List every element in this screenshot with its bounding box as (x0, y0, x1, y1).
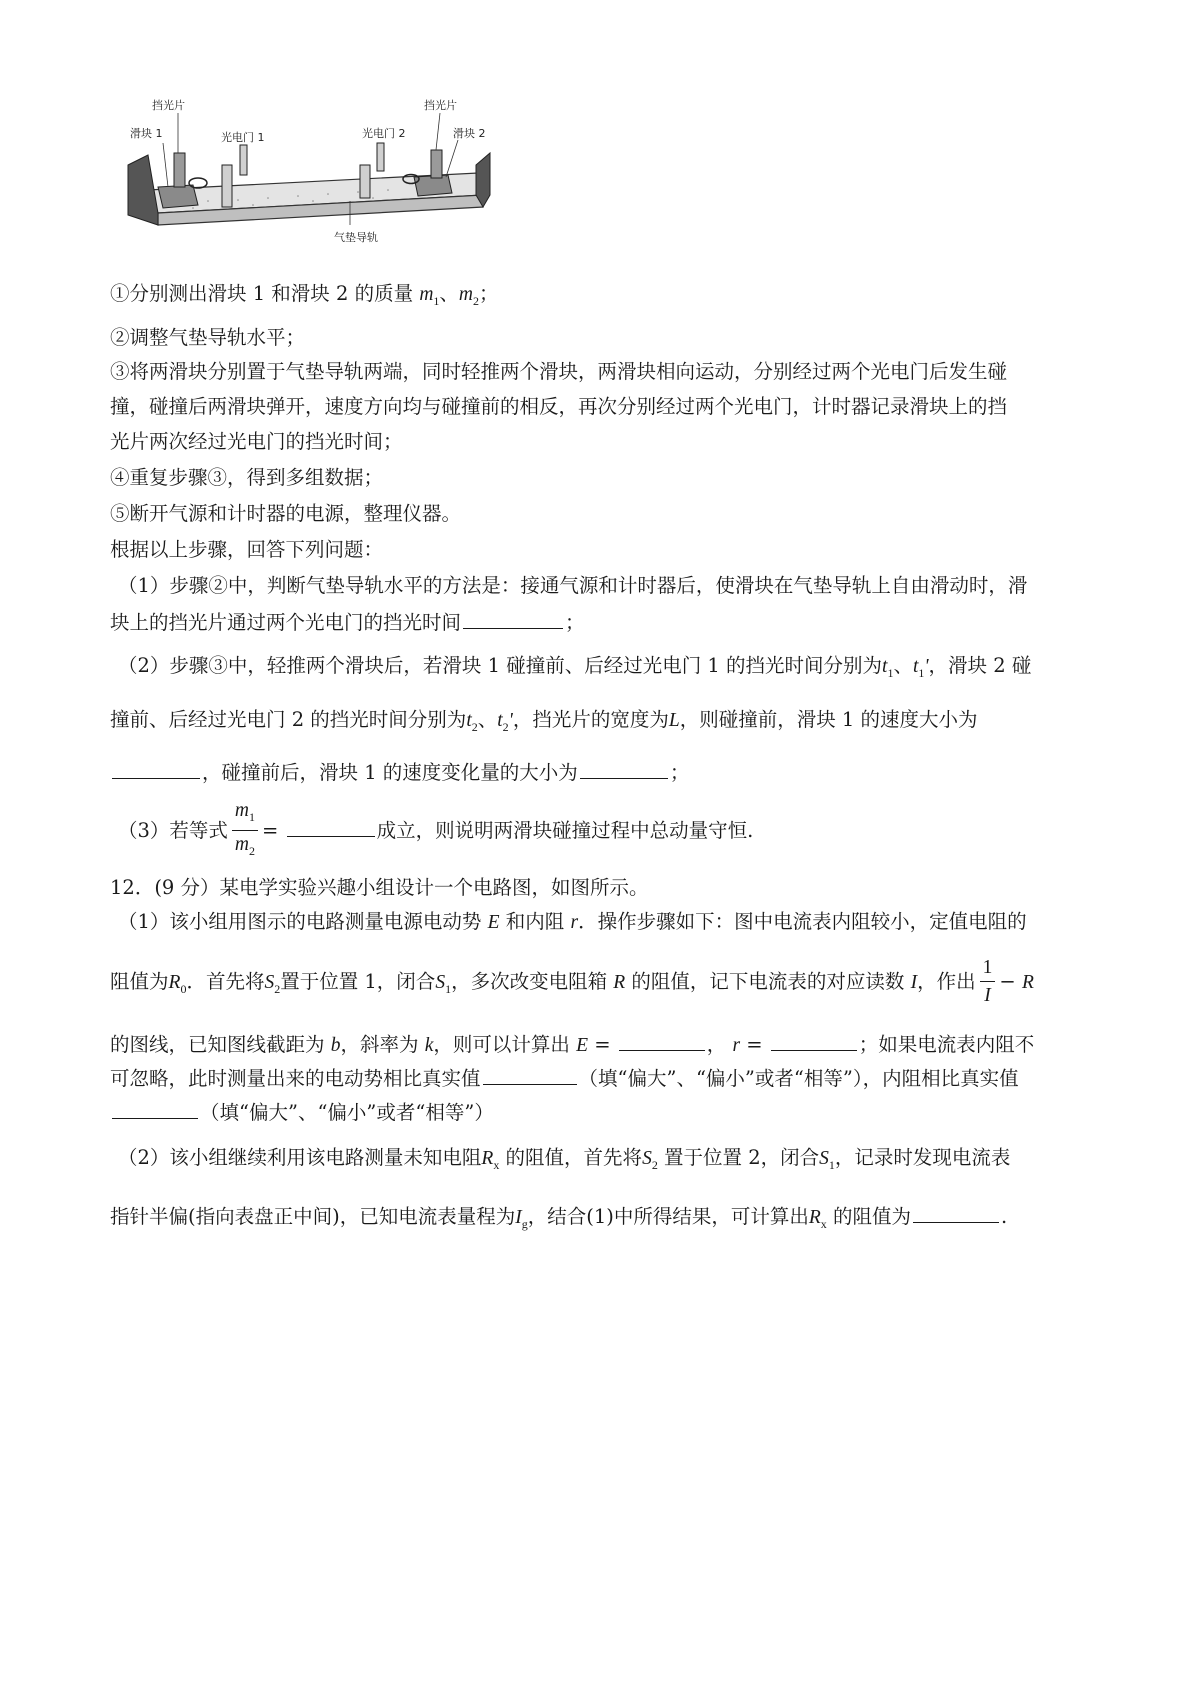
step-3-line-3: 光片两次经过光电门的挡光时间； (110, 430, 403, 453)
label-shade-1: 挡光片 (152, 99, 185, 112)
photogate-2-post (360, 165, 370, 198)
q12-part1-line1: （1）该小组用图示的电路测量电源电动势 E 和内阻 r．操作步骤如下：图中电流表内阻较小，定值电阻的 (118, 910, 1027, 933)
slider-2-shade (431, 150, 442, 178)
label-slider-2: 滑块 2 (453, 127, 486, 140)
answer-blank-q11-2a[interactable] (112, 758, 200, 779)
answer-blank-q12-r[interactable] (771, 1030, 857, 1051)
photogate-2-head (377, 143, 384, 171)
step-2: ②调整气垫导轨水平； (110, 326, 306, 349)
answer-blank-q12-Rx[interactable] (913, 1202, 999, 1223)
step-1-text: ①分别测出滑块 1 和滑块 2 的质量 (110, 282, 414, 305)
q11-part1-line1: （1）步骤②中，判断气垫导轨水平的方法是：接通气源和计时器后，使滑块在气垫导轨上自由滑动时，滑 (118, 574, 1028, 597)
photogate-1-head (240, 145, 247, 175)
label-slider-1: 滑块 1 (130, 127, 163, 140)
label-shade-2: 挡光片 (424, 99, 457, 112)
air-track-figure (118, 95, 538, 270)
step-3-line-2: 撞，碰撞后两滑块弹开，速度方向均与碰撞前的相反，再次分别经过两个光电门，计时器记录滑块上的挡 (110, 395, 1008, 418)
answer-blank-q11-1[interactable] (463, 608, 563, 629)
answer-blank-q12-emf-bias[interactable] (483, 1064, 577, 1085)
q12-heading: 12．(9 分）某电学实验兴趣小组设计一个电路图，如图所示。 (110, 876, 649, 899)
label-gate-1: 光电门 1 (221, 131, 265, 144)
questions-intro: 根据以上步骤，回答下列问题： (110, 538, 384, 561)
answer-blank-q12-r-bias[interactable] (112, 1098, 198, 1119)
label-track: 气垫导轨 (334, 231, 378, 244)
track-left-end (128, 155, 158, 225)
var-m2: $m_2$ (458, 284, 480, 308)
answer-blank-q11-2b[interactable] (580, 758, 668, 779)
inverse-current-fraction: $\frac{1}{I}$ (980, 955, 996, 1010)
step-3-line-1: ③将两滑块分别置于气垫导轨两端，同时轻推两个滑块，两滑块相向运动，分别经过两个光电门后发生碰 (110, 360, 1008, 383)
step-4: ④重复步骤③，得到多组数据； (110, 466, 384, 489)
q12-part1-line4: 可忽略，此时测量出来的电动势相比真实值 （填“偏大”、“偏小”或者“相等”），内阻相比真实值 (110, 1064, 1019, 1093)
q11-part2-line3: ，碰撞前后，滑块 1 的速度变化量的大小为 ； (110, 758, 689, 787)
q12-part1-line3: 的图线，已知图线截距为 b，斜率为 k，则可以计算出 E = ， r = ；如果电流表内阻不 (110, 1030, 1034, 1060)
slider-1-body (158, 185, 198, 208)
q12-part2-line1: （2）该小组继续利用该电路测量未知电阻$R_x$ 的阻值，首先将$S_2$ 置于位置 2，闭合$S_1$，记录时发现电流表 (118, 1146, 1011, 1172)
q11-part2-line1: （2）步骤③中，轻推两个滑块后，若滑块 1 碰撞前、后经过光电门 1 的挡光时间分别为$t_1$、$t_1'$，滑块 2 碰 (118, 654, 1032, 680)
answer-blank-q11-3[interactable] (287, 816, 375, 837)
q12-part1-line5: （填“偏大”、“偏小”或者“相等”） (110, 1098, 494, 1127)
label-gate-2: 光电门 2 (362, 127, 406, 140)
answer-blank-q12-E[interactable] (619, 1030, 705, 1051)
slider-1-ring (189, 178, 207, 188)
step-5: ⑤断开气源和计时器的电源，整理仪器。 (110, 502, 462, 525)
mass-ratio-fraction: $\frac{m_1}{m_2}$ (232, 798, 258, 865)
q11-part1-line2: 块上的挡光片通过两个光电门的挡光时间 ； (110, 608, 585, 637)
photogate-1-post (222, 165, 232, 207)
q11-part3: （3）若等式 $\frac{m_1}{m_2}$ = 成立，则说明两滑块碰撞过程中总动量守恒. (118, 798, 753, 865)
slider-1-shade (174, 153, 185, 187)
track-right-end (476, 153, 490, 207)
q11-part2-line2: 撞前、后经过光电门 2 的挡光时间分别为$t_2$、$t_2'$，挡光片的宽度为L，则碰撞前，滑块 1 的速度大小为 (110, 708, 978, 734)
q12-part2-line2: 指针半偏(指向表盘正中间)，已知电流表量程为$I_g$，结合(1)中所得结果，可计算出$R_x$ 的阻值为 . (110, 1202, 1007, 1238)
q12-part1-line2: 阻值为$R_0$．首先将$S_2$置于位置 1，闭合$S_1$，多次改变电阻箱 R 的阻值，记下电流表的对应读数 I，作出 $\frac{1}{I}$ − R (110, 954, 1034, 1017)
var-m1: $m_1$ (419, 284, 440, 308)
step-1: ①分别测出滑块 1 和滑块 2 的质量 $m_1$、$m_2$； (110, 282, 499, 308)
